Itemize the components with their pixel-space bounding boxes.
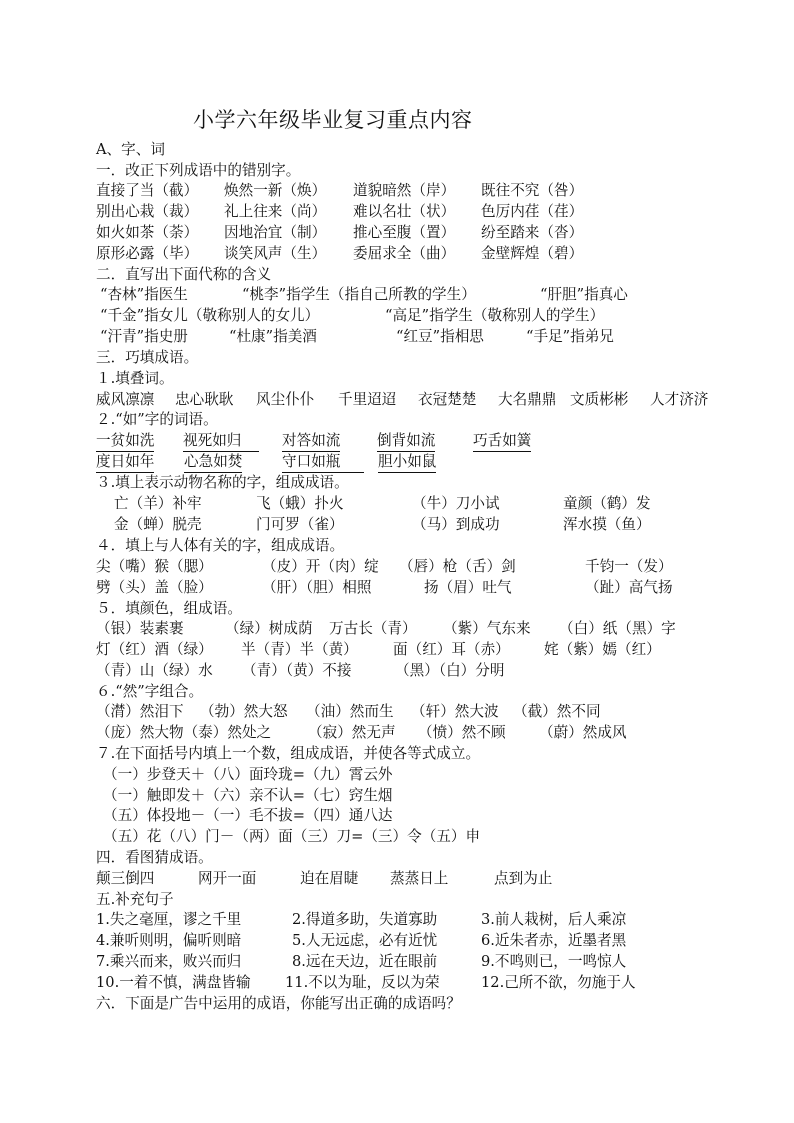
term-item: “桃李”指学生（指自己所教的学生） [242,286,476,303]
idiom-item: （愤）然不顾 [418,724,506,741]
sentence-item: 2.得道多助，失道寡助 [292,911,438,928]
idiom-item: 童颜（鹤）发 [563,495,651,512]
term-item: “杜康”指美酒 [229,328,317,345]
term-item: “杏林”指医生 [100,286,188,303]
idiom-item: 道貌暗然（岸） [353,182,456,199]
idiom-item: （勃）然大怒 [200,703,288,720]
idiom-item: （轩）然大波 [411,703,499,720]
idiom-item: 文质彬彬 [570,391,629,408]
section-5-heading: 五.补充句子 [96,891,174,908]
term-item: “汗青”指史册 [100,328,188,345]
idiom-item: 对答如流 [282,430,340,452]
idiom-item: 纷至踏来（沓） [481,224,584,241]
idiom-item: 面（红）耳（赤） [393,641,510,658]
idiom-item: （截）然不同 [513,703,601,720]
idiom-item: 浑水摸（鱼） [563,516,651,533]
s3-part1-heading: １.填叠词。 [96,370,174,387]
idiom-item: 尖（嘴）猴（腮） [96,558,213,575]
page-title: 小学六年级毕业复习重点内容 [193,108,473,132]
idiom-item: 灯（红）酒（绿） [96,641,213,658]
idiom-item: 色厉内荏（荏） [481,203,584,220]
sentence-item: 12.己所不欲，勿施于人 [481,974,636,991]
idiom-item: （肝）（胆）相照 [262,579,372,596]
idiom-item: 直接了当（截） [96,182,199,199]
idiom-item: （趾）高气扬 [585,579,673,596]
section-3-heading: 三．巧填成语。 [96,349,199,366]
idiom-item: 视死如归 [183,430,259,452]
idiom-item: 门可罗（雀） [256,516,344,533]
idiom-item: 倒背如流 [377,430,435,452]
idiom-item: 威风凛凛 [96,391,155,408]
idiom-item: （绿）树成荫 [225,620,313,637]
sentence-item: 11.不以为耻，反以为荣 [285,974,440,991]
sentence-item: 3.前人栽树，后人乘凉 [481,911,627,928]
idiom-item: 推心至腹（置） [353,224,456,241]
idiom-item: 谈笑风声（生） [224,245,327,262]
idiom-item: 劈（头）盖（脸） [96,579,213,596]
idiom-item: 如火如茶（荼） [96,224,199,241]
sentence-item: 8.远在天边，近在眼前 [292,953,438,970]
idiom-item: 一贫如洗 [96,430,154,452]
idiom-item: 金（蝉）脱壳 [114,516,202,533]
idiom-item: 姹（紫）嫣（红） [544,641,661,658]
section-1-heading: 一．改正下列成语中的错别字。 [96,162,301,179]
idiom-item: （青）山（绿）水 [96,662,213,679]
idiom-item: 千里迢迢 [338,391,397,408]
idiom-item: 风尘仆仆 [256,391,315,408]
idiom-item: （紫）气东来 [443,620,531,637]
idiom-item: 心急如焚 [184,451,242,473]
equation-row: （一）触即发＋（六）亲不认=（七）窍生烟 [103,787,393,804]
term-item: “肝胆”指真心 [540,286,628,303]
section-4-heading: 四．看图猜成语。 [96,849,213,866]
idiom-item: 人才济济 [650,391,709,408]
idiom-item: 胆小如鼠 [378,451,436,473]
idiom-item: （马）到成功 [412,516,500,533]
idiom-item: （潸）然泪下 [96,703,184,720]
idiom-item: （青）（黄）不接 [242,662,352,679]
term-item: “高足”指学生（敬称别人的学生） [385,307,605,324]
equation-row: （一）步登天＋（八）面玲珑=（九）霄云外 [103,766,393,783]
idiom-item: 度日如年 [96,451,154,473]
idiom-item: 万古长（青） [329,620,417,637]
sentence-item: 7.乘兴而来，败兴而归 [96,953,242,970]
idiom-item: 蒸蒸日上 [390,870,449,887]
s3-part5-heading: ５．填颜色，组成语。 [96,600,242,617]
idiom-item: 千钧一（发） [585,558,673,575]
idiom-item: 飞（蛾）扑火 [256,495,344,512]
section-2-heading: 二．直写出下面代称的含义 [96,266,272,283]
idiom-item: 亡（羊）补牢 [114,495,202,512]
s3-part4-heading: ４．填上与人体有关的字，组成成语。 [96,537,345,554]
idiom-item: （白）纸（黑）字 [559,620,676,637]
s3-part7-heading: ７.在下面括号内填上一个数，组成成语，并使各等式成立。 [96,745,481,762]
sentence-item: 6.近朱者赤，近墨者黑 [481,932,627,949]
idiom-item: （皮）开（肉）绽 [262,558,379,575]
idiom-item: 网开一面 [198,870,257,887]
idiom-item: 衣冠楚楚 [418,391,477,408]
s3-part2-heading: ２.“如”字的词语。 [96,411,218,428]
idiom-item: 别出心栽（裁） [96,203,199,220]
sentence-item: 4.兼听则明，偏听则暗 [96,932,242,949]
idiom-item: （庞）然大物（泰）然处之 [96,724,272,741]
idiom-item: 礼上往来（尚） [224,203,327,220]
idiom-item: 忠心耿耿 [175,391,234,408]
equation-row: （五）花（八）门－（两）面（三）刀=（三）令（五）申 [103,828,481,845]
idiom-item: （寂）然无声 [308,724,396,741]
idiom-item: 颠三倒四 [96,870,155,887]
idiom-item: （黑）（白）分明 [395,662,505,679]
idiom-item: 难以名壮（状） [353,203,456,220]
idiom-item: 大名鼎鼎 [498,391,557,408]
s3-part6-heading: ６.“然”字组合。 [96,683,204,700]
idiom-item: 委屈求全（曲） [353,245,456,262]
idiom-item: （牛）刀小试 [412,495,500,512]
sentence-item: 5.人无远虑，必有近忧 [292,932,438,949]
idiom-item: （唇）枪（舌）剑 [399,558,516,575]
term-item: “手足”指弟兄 [526,328,614,345]
sentence-item: 9.不鸣则已，一鸣惊人 [481,953,627,970]
idiom-item: 半（青）半（黄） [241,641,358,658]
idiom-item: 巧舌如簧 [473,430,531,452]
idiom-item: 扬（眉）吐气 [424,579,512,596]
section-6-heading: 六．下面是广告中运用的成语，你能写出正确的成语吗？ [96,995,461,1012]
section-a-heading: A、字、词 [96,141,165,158]
idiom-item: （蔚）然成风 [539,724,627,741]
sentence-item: 10.一着不慎，满盘皆输 [96,974,251,991]
sentence-item: 1.失之毫厘，谬之千里 [96,911,242,928]
idiom-item: 金壁辉煌（碧） [481,245,584,262]
idiom-item: 焕然一新（焕） [224,182,327,199]
idiom-item: 点到为止 [494,870,553,887]
s3-part3-heading: ３.填上表示动物名称的字，组成成语。 [96,474,349,491]
idiom-item: 原形必露（毕） [96,245,199,262]
idiom-item: （银）装素裹 [96,620,184,637]
idiom-item: 守口如瓶 [282,451,364,473]
equation-row: （五）体投地－（一）毛不拔=（四）通八达 [103,807,393,824]
term-item: “红豆”指相思 [396,328,484,345]
idiom-item: 既往不究（咎） [481,182,584,199]
idiom-item: 迫在眉睫 [300,870,359,887]
idiom-item: 因地治宜（制） [224,224,327,241]
idiom-item: （油）然而生 [306,703,394,720]
term-item: “千金”指女儿（敬称别人的女儿） [100,307,320,324]
